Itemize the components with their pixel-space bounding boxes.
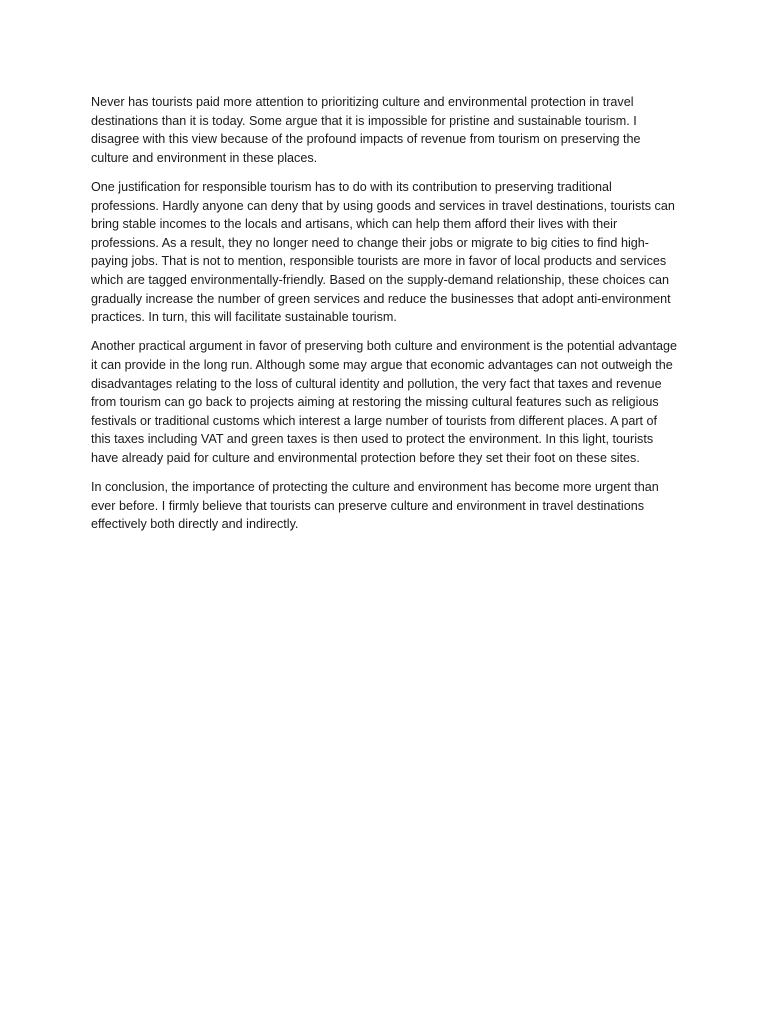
paragraph-body-two: Another practical argument in favor of preserving both culture and environment is the potential advantage it can provide in the long run. Although some may argue that economic advantages can not outweigh the disadvantages relating to the loss of cultural identity and pollution, the very fact that taxes and revenue from tourism can go back to projects aiming at restoring the missing cultural features such as religious festivals or traditional customs which interest a large number of tourists from different places. A part of this taxes including VAT and green taxes is then used to protect the environment. In this light, tourists have already paid for culture and environmental protection before they set their foot on these sites. xyxy=(91,339,677,465)
essay-body xyxy=(91,93,677,544)
paragraph-body-one: One justification for responsible tourism has to do with its contribution to preserving traditional professions. Hardly anyone can deny that by using goods and services in travel destinations, tourists can bring stable incomes to the locals and artisans, which can help them afford their lives with their professions. As a result, they no longer need to change their jobs or migrate to big cities to find high-paying jobs. That is not to mention, responsible tourists are more in favor of local products and services which are tagged environmentally-friendly. Based on the supply-demand relationship, these choices can gradually increase the number of green services and reduce the businesses that adopt anti-environment practices. In turn, this will facilitate sustainable tourism. xyxy=(91,179,675,325)
paragraph-introduction: Never has tourists paid more attention to prioritizing culture and environmental protection in travel destinations than it is today. Some argue that it is impossible for pristine and sustainable tourism. I disagree with this view because of the profound impacts of revenue from tourism on preserving the culture and environment in these places. xyxy=(91,95,641,165)
paragraph-conclusion: In conclusion, the importance of protecting the culture and environment has become more urgent than ever before. I firmly believe that tourists can preserve culture and environment in travel destinations effectively both directly and indirectly. xyxy=(91,480,659,532)
